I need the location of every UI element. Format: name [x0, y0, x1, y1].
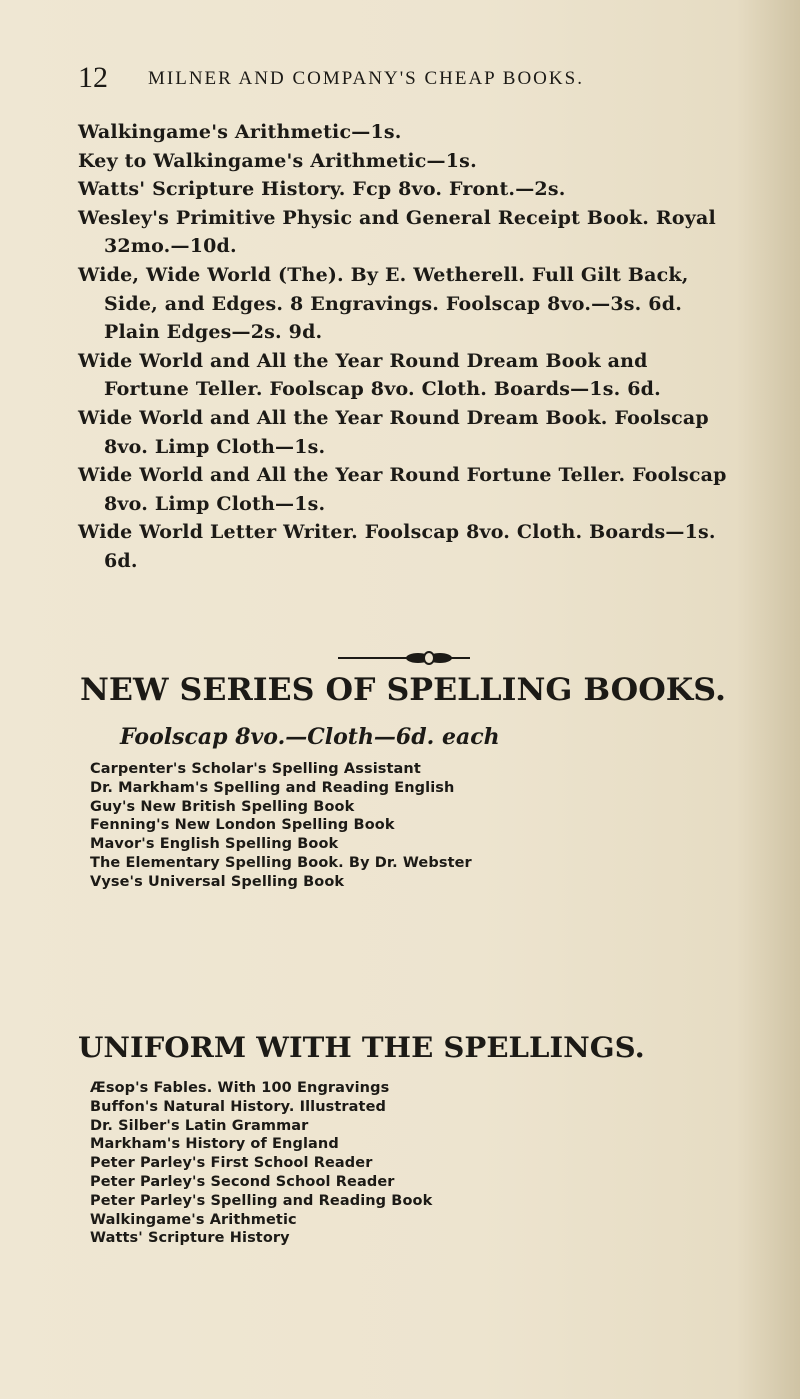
list-item: Buffon's Natural History. Illustrated — [90, 1098, 386, 1115]
list-item: Peter Parley's Second School Reader — [90, 1173, 395, 1190]
catalogue-entry: Wide, Wide World (The). By E. Wetherell. Full Gilt Back, Side, and Edges. 8 Engravings. Foolscap 8vo.—3s. 6d. Plain Edges—2s. 9d. — [78, 263, 689, 344]
uniform-section-heading: UNIFORM WITH THE SPELLINGS. — [78, 1031, 645, 1064]
catalogue-entry: Key to Walkingame's Arithmetic—1s. — [78, 149, 477, 172]
catalogue-entries — [78, 118, 738, 576]
list-item: Walkingame's Arithmetic — [90, 1211, 297, 1228]
spelling-section-subheading: Foolscap 8vo.—Cloth—6d. each — [120, 724, 500, 750]
catalogue-entry: Wide World and All the Year Round Dream Book. Foolscap 8vo. Limp Cloth—1s. — [78, 406, 709, 458]
catalogue-entry: Wide World and All the Year Round Dream Book and Fortune Teller. Foolscap 8vo. Cloth. Boards—1s. 6d. — [78, 349, 661, 401]
ornament-divider — [0, 651, 800, 665]
list-item: Watts' Scripture History — [90, 1230, 290, 1247]
list-item: Dr. Silber's Latin Grammar — [90, 1117, 309, 1134]
list-item: Guy's New British Spelling Book — [90, 798, 355, 815]
catalogue-entry: Walkingame's Arithmetic—1s. — [78, 121, 402, 143]
list-item: Æsop's Fables. With 100 Engravings — [90, 1080, 390, 1096]
list-item: The Elementary Spelling Book. By Dr. Webster — [90, 854, 472, 871]
list-item: Vyse's Universal Spelling Book — [90, 873, 345, 890]
list-item: Peter Parley's Spelling and Reading Book — [90, 1192, 433, 1209]
catalogue-entry: Wide World Letter Writer. Foolscap 8vo. Cloth. Boards—1s. 6d. — [78, 521, 716, 572]
list-item: Carpenter's Scholar's Spelling Assistant — [90, 761, 421, 777]
catalogue-entry: Wide World and All the Year Round Fortune Teller. Foolscap 8vo. Limp Cloth—1s. — [78, 464, 727, 515]
list-item: Peter Parley's First School Reader — [90, 1155, 373, 1172]
running-head — [78, 60, 718, 100]
catalogue-entry: Wesley's Primitive Physic and General Receipt Book. Royal 32mo.—10d. — [78, 206, 716, 258]
spelling-section-heading: NEW SERIES OF SPELLING BOOKS. — [80, 672, 726, 708]
list-item: Fenning's New London Spelling Book — [90, 817, 395, 834]
page-number: 12 — [78, 61, 108, 94]
running-head-title: MILNER AND COMPANY'S CHEAP BOOKS. — [148, 68, 584, 89]
list-item: Dr. Markham's Spelling and Reading English — [90, 779, 455, 796]
list-item: Mavor's English Spelling Book — [90, 836, 339, 853]
spelling-book-list — [90, 760, 730, 892]
uniform-book-list — [90, 1079, 730, 1248]
catalogue-entry: Watts' Scripture History. Fcp 8vo. Front.—2s. — [78, 178, 566, 201]
list-item: Markham's History of England — [90, 1136, 339, 1153]
